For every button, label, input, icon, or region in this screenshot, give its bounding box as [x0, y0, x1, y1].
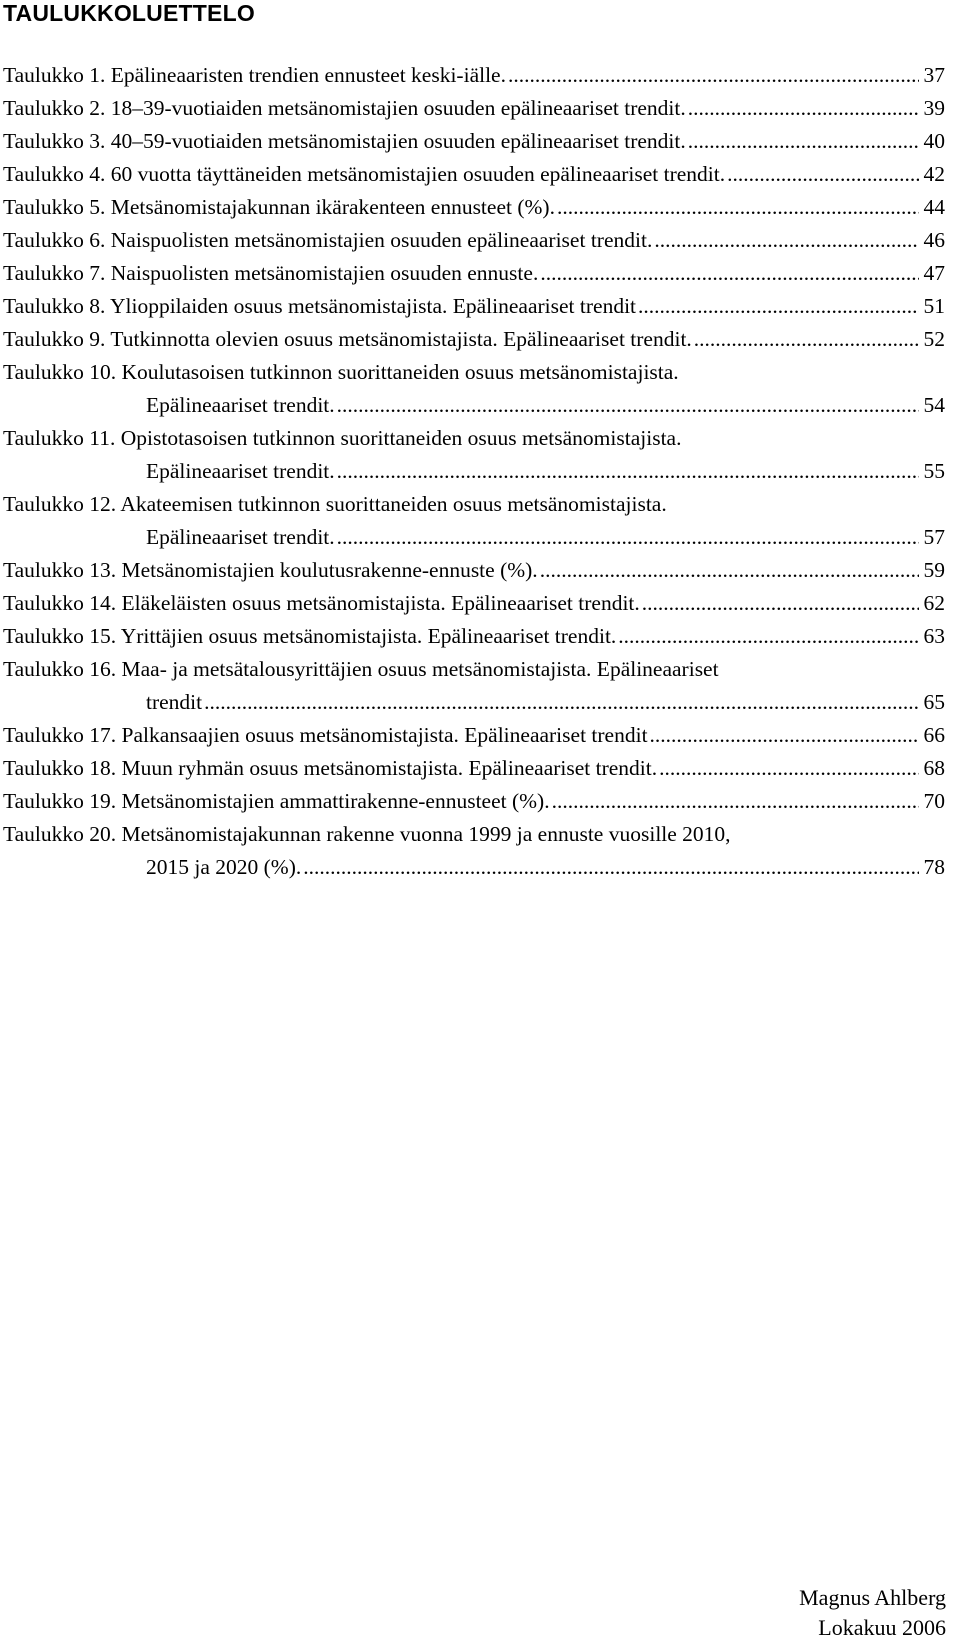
toc-entry-title: Taulukko 10. Koulutasoisen tutkinnon suorittaneiden osuus metsänomistajista.	[3, 360, 679, 384]
toc-entry-title: Taulukko 5. Metsänomistajakunnan ikärakenteen ennusteet (%).	[3, 195, 555, 219]
toc-entry-line	[3, 422, 945, 455]
toc-entry-title: Taulukko 1. Epälineaaristen trendien ennusteet keski-iälle.	[3, 63, 506, 87]
toc-entry[interactable]	[3, 323, 945, 356]
toc-entry-title: Epälineaariset trendit.	[146, 393, 335, 417]
toc-page-number: 78	[923, 855, 945, 879]
dot-leader	[337, 389, 919, 422]
toc-page-number: 54	[923, 393, 945, 417]
toc-entry[interactable]	[3, 59, 945, 92]
toc-entry-title: Taulukko 4. 60 vuotta täyttäneiden metsänomistajien osuuden epälineaariset trendit.	[3, 162, 726, 186]
toc-entry-title: 2015 ja 2020 (%).	[146, 855, 302, 879]
toc-entry-line	[3, 356, 945, 389]
toc-entry-title: Taulukko 8. Ylioppilaiden osuus metsänomistajista. Epälineaariset trendit	[3, 294, 637, 318]
toc-entry-line	[3, 554, 945, 587]
dot-leader	[540, 554, 919, 587]
toc-entry-line	[3, 158, 945, 191]
toc-page-number: 51	[923, 294, 945, 318]
toc-entry-line	[3, 257, 945, 290]
toc-entry[interactable]	[3, 653, 945, 719]
publication-date: Lokakuu 2006	[818, 1615, 946, 1640]
dot-leader	[618, 620, 919, 653]
toc-page-number: 70	[923, 789, 945, 813]
toc-entry-line	[3, 290, 945, 323]
toc-entry[interactable]	[3, 752, 945, 785]
toc-entry-title: Taulukko 17. Palkansaajien osuus metsänomistajista. Epälineaariset trendit	[3, 723, 648, 747]
toc-entry[interactable]	[3, 785, 945, 818]
toc-entry-line	[3, 587, 945, 620]
toc-page-number: 52	[923, 327, 945, 351]
author-name: Magnus Ahlberg	[799, 1585, 946, 1610]
toc-entry-line	[3, 818, 945, 851]
toc-page-number: 57	[923, 525, 945, 549]
dot-leader	[552, 785, 919, 818]
toc-entry-line	[3, 125, 945, 158]
toc-entry-title: Taulukko 18. Muun ryhmän osuus metsänomistajista. Epälineaariset trendit.	[3, 756, 658, 780]
toc-entry[interactable]	[3, 422, 945, 488]
toc-entry-title: Taulukko 13. Metsänomistajien koulutusrakenne-ennuste (%).	[3, 558, 538, 582]
toc-entry-continuation	[3, 521, 945, 554]
dot-leader	[337, 455, 919, 488]
dot-leader	[694, 323, 919, 356]
toc-entry-line	[3, 224, 945, 257]
toc-entry-title: trendit	[146, 690, 203, 714]
toc-entry[interactable]	[3, 818, 945, 884]
dot-leader	[204, 686, 919, 719]
toc-entry-continuation	[3, 851, 945, 884]
toc-entry-title: Taulukko 3. 40–59-vuotiaiden metsänomistajien osuuden epälineaariset trendit.	[3, 129, 686, 153]
toc-entry-title: Epälineaariset trendit.	[146, 459, 335, 483]
toc-entry-continuation	[3, 389, 945, 422]
toc-entry[interactable]	[3, 92, 945, 125]
toc-page-number: 63	[923, 624, 945, 648]
toc-entry-line	[3, 785, 945, 818]
toc-page-number: 39	[923, 96, 945, 120]
toc-entry[interactable]	[3, 257, 945, 290]
toc-entry-line	[3, 59, 945, 92]
footer	[799, 1583, 946, 1643]
toc-entry-continuation	[3, 686, 945, 719]
dot-leader	[650, 719, 919, 752]
dot-leader	[654, 224, 919, 257]
toc-page-number: 40	[923, 129, 945, 153]
toc-page-number: 66	[923, 723, 945, 747]
toc-page-number: 37	[923, 63, 945, 87]
toc-entry-title: Taulukko 14. Eläkeläisten osuus metsänomistajista. Epälineaariset trendit.	[3, 591, 640, 615]
toc-entry[interactable]	[3, 620, 945, 653]
toc-entry-line	[3, 719, 945, 752]
toc-entry-title: Taulukko 12. Akateemisen tutkinnon suorittaneiden osuus metsänomistajista.	[3, 492, 667, 516]
toc-page-number: 44	[923, 195, 945, 219]
toc-entry[interactable]	[3, 719, 945, 752]
dot-leader	[540, 257, 919, 290]
toc-page-number: 59	[923, 558, 945, 582]
toc-entry-title: Taulukko 6. Naispuolisten metsänomistajien osuuden epälineaariset trendit.	[3, 228, 653, 252]
toc-entry[interactable]	[3, 158, 945, 191]
toc-entry[interactable]	[3, 125, 945, 158]
toc-entry-title: Taulukko 11. Opistotasoisen tutkinnon suorittaneiden osuus metsänomistajista.	[3, 426, 682, 450]
toc-entry-title: Taulukko 16. Maa- ja metsätalousyrittäjien osuus metsänomistajista. Epälineaariset	[3, 657, 719, 681]
toc-entry[interactable]	[3, 554, 945, 587]
dot-leader	[557, 191, 919, 224]
page-title: TAULUKKOLUETTELO	[3, 0, 255, 26]
toc-entry-line	[3, 653, 945, 686]
toc-entry[interactable]	[3, 191, 945, 224]
toc-page-number: 42	[923, 162, 945, 186]
toc-page-number: 46	[923, 228, 945, 252]
toc-entry-title: Taulukko 2. 18–39-vuotiaiden metsänomistajien osuuden epälineaariset trendit.	[3, 96, 686, 120]
toc-entry-title: Taulukko 20. Metsänomistajakunnan rakenne vuonna 1999 ja ennuste vuosille 2010,	[3, 822, 731, 846]
toc-entry-line	[3, 620, 945, 653]
toc-entry[interactable]	[3, 488, 945, 554]
toc-entry[interactable]	[3, 224, 945, 257]
toc-page-number: 55	[923, 459, 945, 483]
toc-entry-title: Epälineaariset trendit.	[146, 525, 335, 549]
toc-page-number: 47	[923, 261, 945, 285]
toc-entry-line	[3, 752, 945, 785]
dot-leader	[688, 92, 919, 125]
toc-entry[interactable]	[3, 356, 945, 422]
dot-leader	[642, 587, 919, 620]
toc-entry-line	[3, 488, 945, 521]
toc-entry-line	[3, 323, 945, 356]
toc-entry-title: Taulukko 9. Tutkinnotta olevien osuus metsänomistajista. Epälineaariset trendit.	[3, 327, 692, 351]
toc-entry-continuation	[3, 455, 945, 488]
toc-entry-line	[3, 92, 945, 125]
toc-page-number: 62	[923, 591, 945, 615]
dot-leader	[508, 59, 919, 92]
toc-entry[interactable]	[3, 587, 945, 620]
dot-leader	[727, 158, 919, 191]
dot-leader	[303, 851, 919, 884]
dot-leader	[659, 752, 919, 785]
dot-leader	[638, 290, 919, 323]
toc-entry-line	[3, 191, 945, 224]
toc-page-number: 68	[923, 756, 945, 780]
toc-page-number: 65	[923, 690, 945, 714]
table-of-contents	[3, 59, 945, 884]
dot-leader	[688, 125, 919, 158]
dot-leader	[337, 521, 919, 554]
toc-entry-title: Taulukko 19. Metsänomistajien ammattirakenne-ennusteet (%).	[3, 789, 550, 813]
toc-entry-title: Taulukko 7. Naispuolisten metsänomistajien osuuden ennuste.	[3, 261, 539, 285]
toc-entry-title: Taulukko 15. Yrittäjien osuus metsänomistajista. Epälineaariset trendit.	[3, 624, 617, 648]
toc-entry[interactable]	[3, 290, 945, 323]
